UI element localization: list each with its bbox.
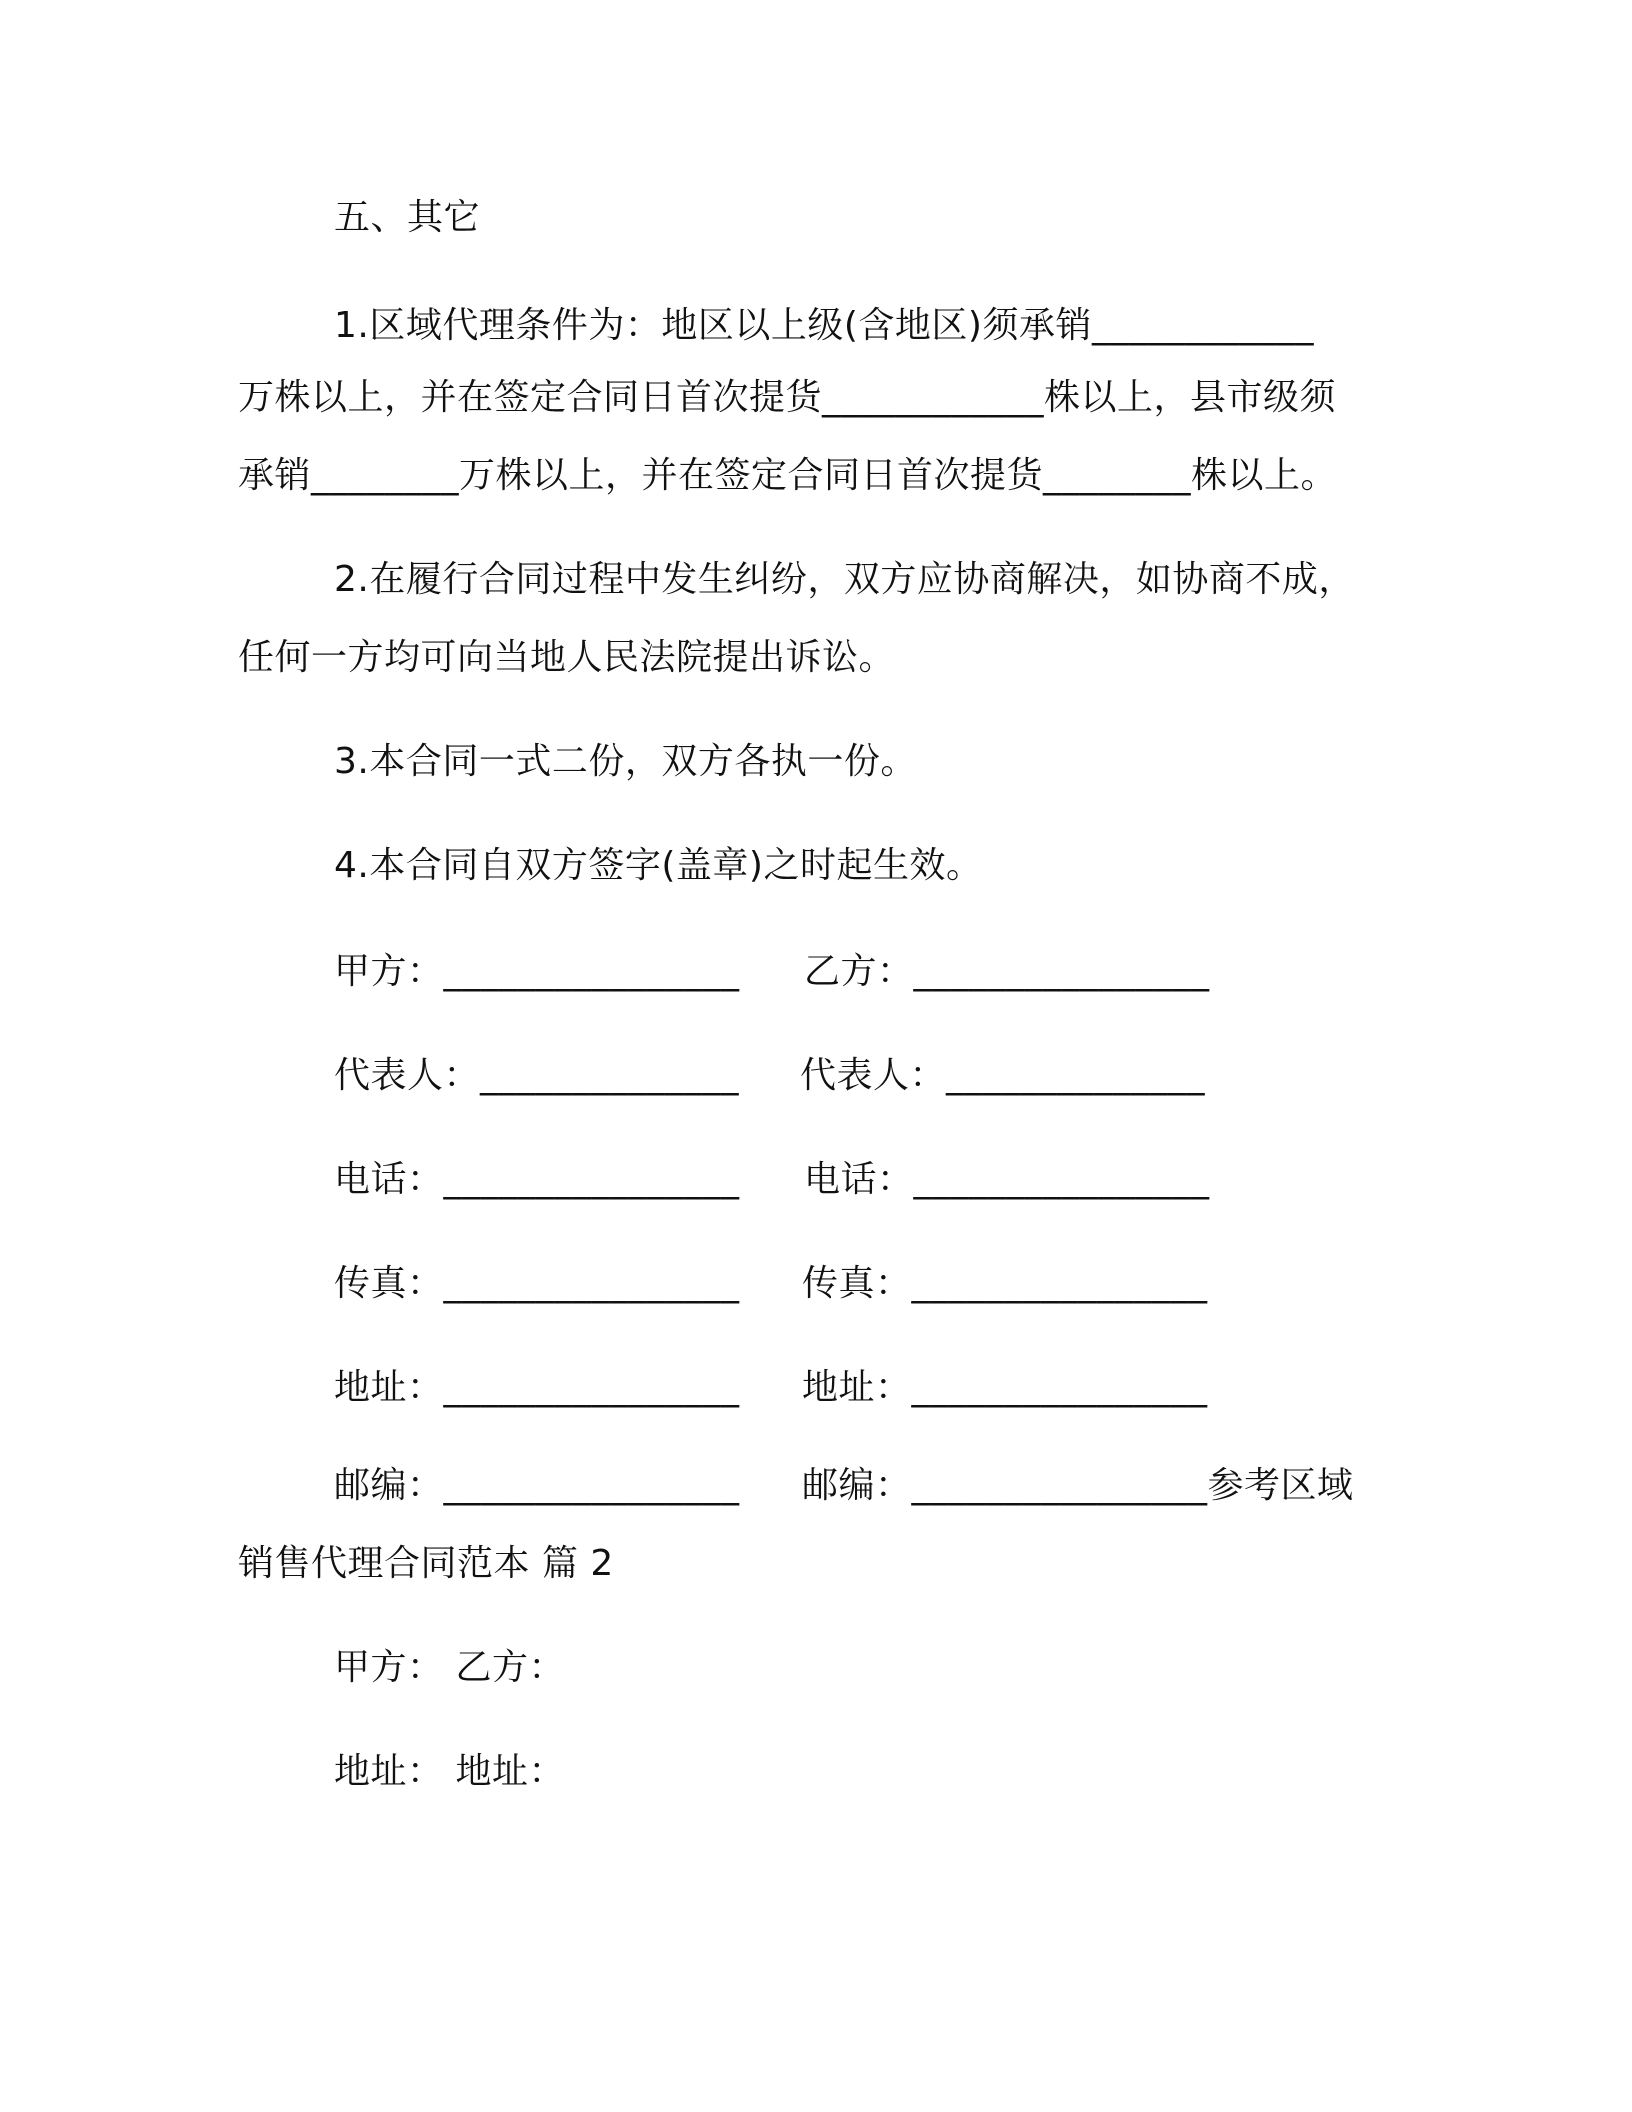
clause-1-line-3: 承销________万株以上，并在签定合同日首次提货________株以上。 [238,455,1338,496]
clause-2-line-1: 2.在履行合同过程中发生纠纷，双方应协商解决，如协商不成， [334,559,1355,600]
next-contract-title: 销售代理合同范本 篇 2 [238,1543,614,1584]
clause-3: 3.本合同一式二份，双方各执一份。 [334,741,917,782]
party-b-field: 乙方：________________ [804,951,1210,992]
clause-2-line-2: 任何一方均可向当地人民法院提出诉讼。 [238,637,896,678]
party-b-representative-field: 代表人：______________ [800,1055,1206,1096]
party-a-representative-field: 代表人：______________ [334,1055,740,1096]
clause-1-line-1: 1.区域代理条件为：地区以上级(含地区)须承销____________ [334,305,1314,346]
party-b-address-field: 地址：________________ [802,1367,1208,1408]
party-a-address-field: 地址：________________ [334,1367,740,1408]
next-contract-parties: 甲方： 乙方： [334,1647,565,1688]
party-a-phone-field: 电话：________________ [334,1159,740,1200]
party-a-field: 甲方：________________ [334,951,740,992]
section-heading: 五、其它 [334,197,481,238]
next-contract-address: 地址： 地址： [334,1751,565,1792]
party-b-postcode-field: 邮编：________________参考区域 [802,1465,1354,1506]
clause-4: 4.本合同自双方签字(盖章)之时起生效。 [334,845,983,886]
party-a-fax-field: 传真：________________ [334,1263,740,1304]
party-b-fax-field: 传真：________________ [802,1263,1208,1304]
clause-1-line-2: 万株以上，并在签定合同日首次提货____________株以上，县市级须 [238,377,1337,418]
party-b-phone-field: 电话：________________ [804,1159,1210,1200]
party-a-postcode-field: 邮编：________________ [334,1465,740,1506]
